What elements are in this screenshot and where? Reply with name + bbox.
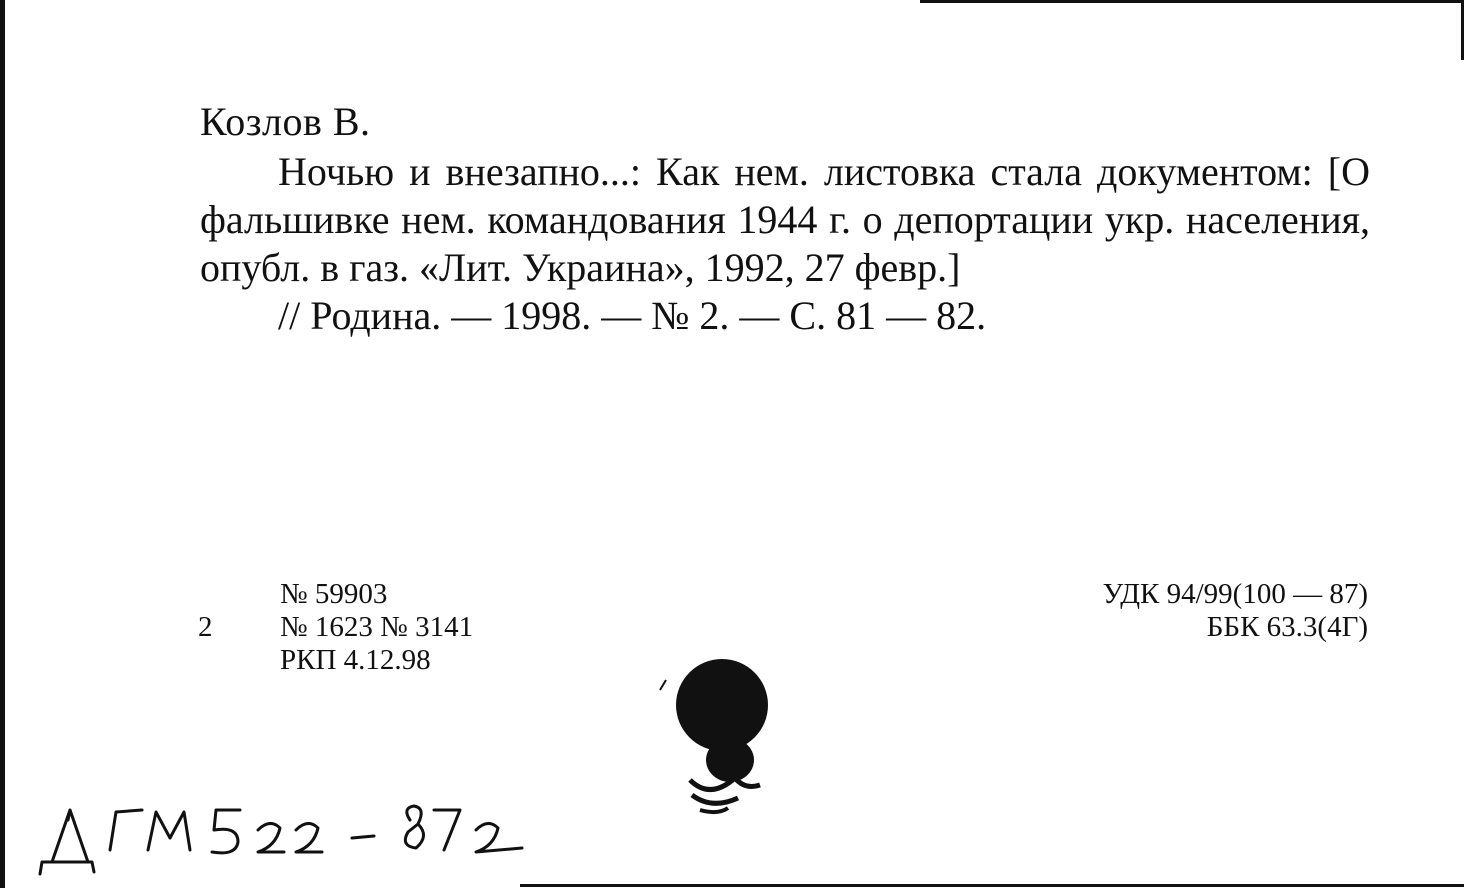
source-reference: // Родина. — 1998. — № 2. — С. 81 — 82.: [278, 293, 987, 338]
registration-line-2: № 1623 № 3141: [280, 611, 474, 643]
registration-line-3: РКП 4.12.98: [280, 644, 431, 676]
bibliographic-entry: [200, 98, 1370, 340]
card-edge-left: [0, 0, 5, 888]
registration-block: [198, 578, 473, 677]
card-number: 2: [198, 611, 213, 643]
card-number-placeholder: [198, 578, 280, 611]
udk-code: УДК 94/99(100 — 87): [1102, 578, 1368, 610]
registration-row-3: [198, 644, 473, 677]
registration-line-1: № 59903: [280, 578, 388, 610]
card-edge-top: [920, 0, 1464, 3]
card-edge-bottom: [520, 884, 1464, 887]
bbk-code: ББК 63.3(4Г): [1206, 611, 1368, 643]
punch-hole-stamp: [650, 650, 780, 830]
registration-row-2: [198, 611, 473, 644]
classification-block: [1028, 578, 1368, 644]
registration-row-1: [198, 578, 473, 611]
handwritten-shelf-code: [30, 790, 530, 880]
entry-description: Ночью и внезапно...: Как нем. листовка стала документом: [О фальшивке нем. командования 1944 г. о депортации укр. населения, опубл. в газ. «Лит. Украина», 1992, 27 февр.]: [200, 149, 1370, 290]
author-heading: Козлов В.: [200, 99, 371, 144]
